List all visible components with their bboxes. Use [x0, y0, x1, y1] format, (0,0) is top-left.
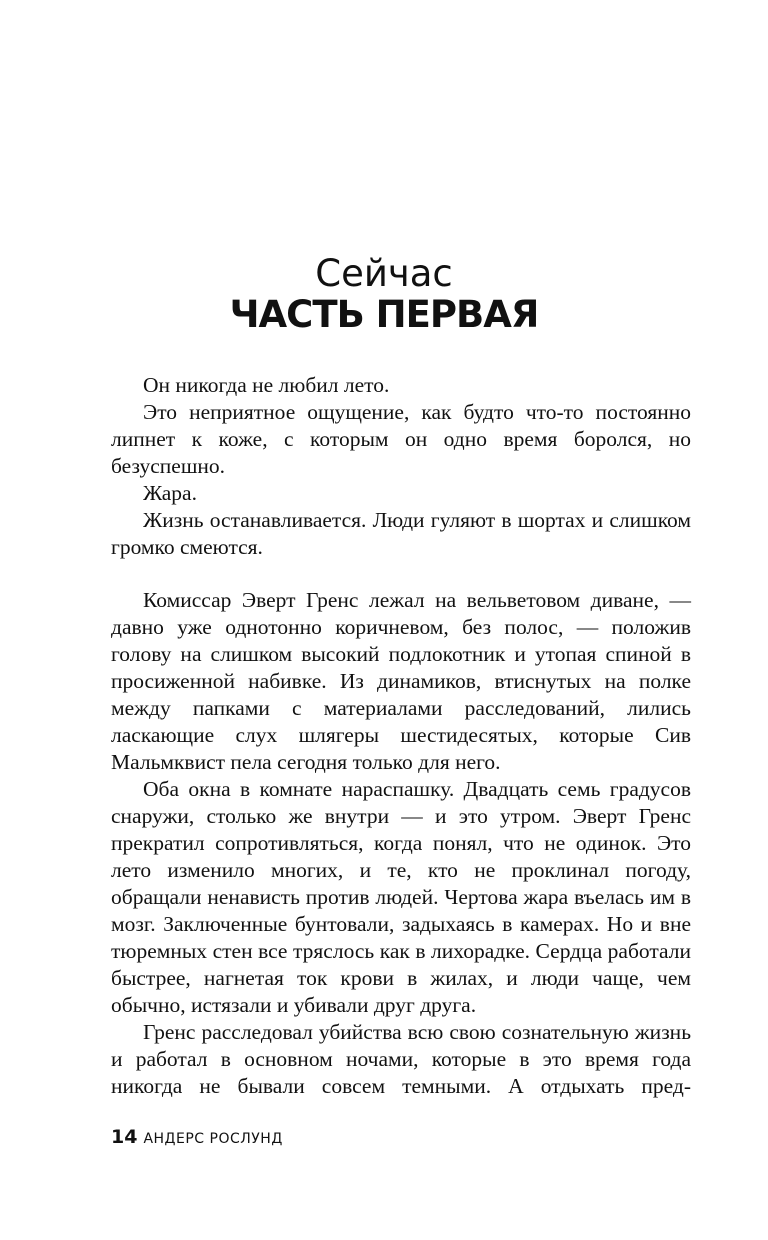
chapter-title: ЧАСТЬ ПЕРВАЯ: [229, 293, 539, 336]
text-block-intro: [111, 372, 691, 561]
paragraph: Жизнь останавливается. Люди гуляют в шортах и слишком громко смеются.: [111, 508, 691, 559]
paragraph: Жара.: [143, 481, 197, 505]
paragraph: Он никогда не любил лето.: [143, 373, 390, 397]
paragraph: Комиссар Эверт Гренс лежал на вельветовом диване, — давно уже однотонно коричневом, без полос, — положив голову на слишком высокий подлокотник и утопая спиной в просиженной набивке. Из динамиков, втиснутых на полке между папками с материалами расследований, лились ласкающие слух шлягеры шестидесятых, которые Сив Мальмквист пела сегодня только для него.: [111, 588, 691, 774]
page-number: 14: [111, 1126, 138, 1148]
chapter-subtitle: Сейчас: [315, 252, 453, 295]
text-block-main: [111, 587, 691, 1100]
paragraph: Оба окна в комнате нараспашку. Двадцать семь градусов снаружи, столько же внутри — и это утром. Эверт Гренс прекратил сопротивляться, когда понял, что не одинок. Это лето изменило многих, и те, кто не проклинал погоду, обращали ненависть против людей. Чертова жара въелась им в мозг. Заключенные бунтовали, задыхаясь в камерах. Но и вне тюремных стен все тряслось как в лихорадке. Сердца работали быстрее, нагнетая ток крови в жилах, и люди чаще, чем обычно, истязали и убивали друг друга.: [111, 777, 691, 1017]
page-footer: [111, 1126, 283, 1148]
paragraph: Это неприятное ощущение, как будто что-то постоянно липнет к коже, с которым он одно время боролся, но безуспешно.: [111, 400, 691, 478]
running-header-author: АНДЕРС РОСЛУНД: [143, 1131, 283, 1147]
paragraph: Гренс расследовал убийства всю свою сознательную жизнь и работал в основном ночами, которые в это время года никогда не бывали совсем темными. А отдыхать пред-: [111, 1020, 691, 1098]
